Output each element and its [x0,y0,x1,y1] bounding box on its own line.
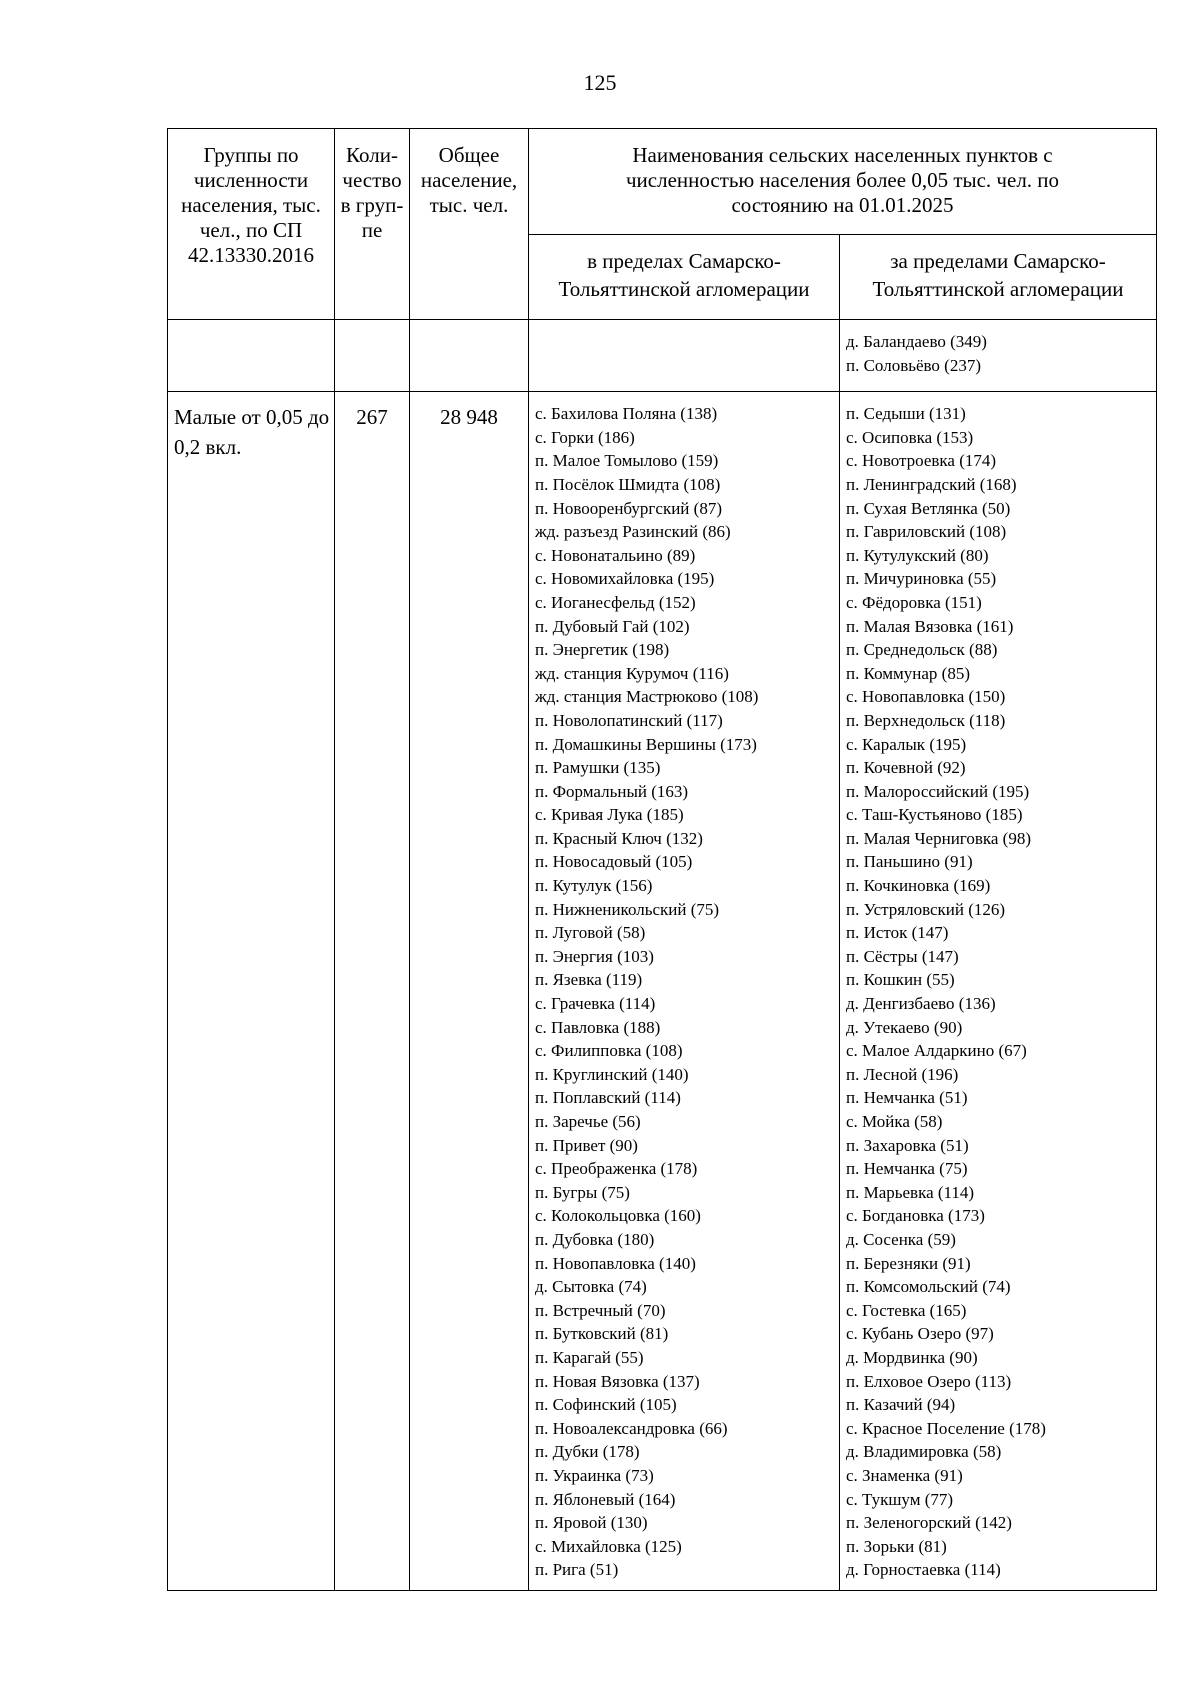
list-item: п. Украинка (73) [535,1465,654,1485]
list-item: п. Язевка (119) [535,970,643,990]
header-population: Общее население, тыс. чел. [410,129,529,320]
list-item: п. Новопавловка (140) [535,1253,696,1273]
list-item: с. Красное Поселение (178) [846,1418,1046,1438]
list-item: с. Преображенка (178) [535,1159,698,1179]
list-item: с. Малое Алдаркино (67) [846,1041,1027,1061]
list-item: п. Новолопатинский (117) [535,710,723,730]
list-item: д. Мордвинка (90) [846,1347,978,1367]
header-inside: в пределах Самарско-Тольяттинской агломерации [529,235,840,320]
list-item: с. Гостевка (165) [846,1300,967,1320]
list-item: с. Новомихайловка (195) [535,569,715,589]
list-item: с. Тукшум (77) [846,1489,954,1509]
list-item: п. Новая Вязовка (137) [535,1371,700,1391]
list-item: п. Кочевной (92) [846,758,966,778]
list-item: с. Богдановка (173) [846,1206,985,1226]
list-item: п. Немчанка (51) [846,1088,968,1108]
list-item: п. Коммунар (85) [846,663,970,683]
list-item: п. Малая Вязовка (161) [846,616,1014,636]
list-item: п. Круглинский (140) [535,1064,689,1084]
header-outside: за пределами Самарско-Тольяттинской агломерации [840,235,1157,320]
header-count: Количество в группе [335,129,410,320]
header-group: Группы по численности населения, тыс. чел., по СП 42.13330.2016 [168,129,335,320]
list-item: с. Фёдоровка (151) [846,592,982,612]
list-item: п. Рига (51) [535,1560,619,1580]
list-item: п. Казачий (94) [846,1395,956,1415]
list-item: п. Верхнедольск (118) [846,710,1006,730]
list-item: п. Устряловский (126) [846,899,1006,919]
list-item: с. Колокольцовка (160) [535,1206,701,1226]
page-number: 125 [583,70,617,95]
list-item: п. Зеленогорский (142) [846,1513,1012,1533]
list-item: с. Грачевка (114) [535,994,656,1014]
list-item: п. Кутулук (156) [535,876,653,896]
list-item: п. Дубовый Гай (102) [535,616,690,636]
list-item: с. Михайловка (125) [535,1536,682,1556]
list-item: п. Комсомольский (74) [846,1277,1011,1297]
list-item: п. Дубки (178) [535,1442,640,1462]
list-item: п. Яровой (130) [535,1513,648,1533]
list-item: п. Бугры (75) [535,1182,630,1202]
list-item: п. Софинский (105) [535,1395,677,1415]
list-item: п. Новоалександровка (66) [535,1418,728,1438]
group-count: 267 [335,392,410,1591]
list-item: с. Новонатальино (89) [535,545,696,565]
list-item: с. Кубань Озеро (97) [846,1324,994,1344]
list-item: п. Зорьки (81) [846,1536,947,1556]
list-item: с. Горки (186) [535,427,635,447]
header-names: Наименования сельских населенных пунктов с численностью населения более 0,05 тыс. чел. по состоянию на 01.01.2025 [529,129,1157,235]
list-item: с. Павловка (188) [535,1017,661,1037]
list-item: п. Малая Черниговка (98) [846,828,1031,848]
list-item: п. Кошкин (55) [846,970,955,990]
list-item: п. Луговой (58) [535,923,646,943]
list-item: д. Владимировка (58) [846,1442,1002,1462]
list-item: п. Бутковский (81) [535,1324,669,1344]
list-item: п. Сёстры (147) [846,946,959,966]
list-item: п. Нижненикольский (75) [535,899,720,919]
group-label: Малые от 0,05 до 0,2 вкл. [168,392,335,1591]
outside-list [840,392,1157,1591]
list-item: п. Новосадовый (105) [535,852,693,872]
list-item: п. Дубовка (180) [535,1229,655,1249]
list-item: д. Сытовка (74) [535,1277,647,1297]
list-item: п. Елховое Озеро (113) [846,1371,1012,1391]
continuation-outside-cell [840,320,1157,392]
list-item: п. Домашкины Вершины (173) [535,734,757,754]
list-item: п. Мичуриновка (55) [846,569,997,589]
continuation-group-cell [168,320,335,392]
list-item: д. Денгизбаево (136) [846,994,996,1014]
list-item: п. Марьевка (114) [846,1182,975,1202]
list-item: жд. станция Мастрюково (108) [535,687,759,707]
list-item: п. Малое Томылово (159) [535,451,719,471]
list-item: п. Новооренбургский (87) [535,498,722,518]
list-item: п. Карагай (55) [535,1347,644,1367]
list-item: с. Иоганесфельд (152) [535,592,696,612]
list-item: д. Горностаевка (114) [846,1560,1001,1580]
header-row-1 [168,129,1157,235]
list-item: п. Малороссийский (195) [846,781,1030,801]
list-item: п. Лесной (196) [846,1064,959,1084]
list-item: с. Знаменка (91) [846,1465,963,1485]
list-item: д. Утекаево (90) [846,1017,963,1037]
list-item: п. Соловьёво (237) [846,355,982,375]
list-item: п. Рамушки (135) [535,758,661,778]
list-item: п. Немчанка (75) [846,1159,968,1179]
list-item: с. Мойка (58) [846,1112,943,1131]
list-item: п. Формальный (163) [535,781,689,801]
list-item: п. Красный Ключ (132) [535,828,703,848]
list-item: п. Энергетик (198) [535,640,670,660]
list-item: д. Сосенка (59) [846,1229,956,1249]
inside-list [529,392,840,1591]
list-item: п. Энергия (103) [535,946,654,966]
list-item: с. Бахилова Поляна (138) [535,404,718,424]
list-item: п. Поплавский (114) [535,1088,681,1108]
settlements-table [167,128,1157,1591]
list-item: п. Привет (90) [535,1135,638,1155]
list-item: с. Кривая Лука (185) [535,805,684,825]
list-item: п. Захаровка (51) [846,1135,969,1155]
list-item: д. Баландаево (349) [846,332,987,351]
list-item: п. Ленинградский (168) [846,474,1017,494]
continuation-population-cell [410,320,529,392]
list-item: п. Встречный (70) [535,1300,666,1320]
list-item: п. Кутулукский (80) [846,545,989,565]
list-item: п. Посёлок Шмидта (108) [535,474,721,494]
list-item: п. Заречье (56) [535,1112,641,1131]
list-item: с. Новопавловка (150) [846,687,1006,707]
list-item: п. Яблоневый (164) [535,1489,676,1509]
list-item: п. Сухая Ветлянка (50) [846,498,1011,518]
continuation-row [168,320,1157,392]
continuation-count-cell [335,320,410,392]
list-item: п. Березняки (91) [846,1253,971,1273]
list-item: п. Среднедольск (88) [846,640,998,660]
list-item: п. Исток (147) [846,923,949,943]
list-item: п. Паньшино (91) [846,852,973,872]
list-item: п. Седыши (131) [846,404,966,424]
list-item: с. Филипповка (108) [535,1041,683,1061]
small-group-row [168,392,1157,1591]
list-item: с. Таш-Кустьяново (185) [846,805,1023,825]
list-item: жд. разъезд Разинский (86) [535,522,731,542]
list-item: с. Новотроевка (174) [846,451,997,471]
continuation-inside-cell [529,320,840,392]
list-item: с. Каралык (195) [846,734,967,754]
list-item: п. Гавриловский (108) [846,522,1007,542]
list-item: жд. станция Курумоч (116) [535,663,729,683]
group-population: 28 948 [410,392,529,1591]
list-item: с. Осиповка (153) [846,427,974,447]
list-item: п. Кочкиновка (169) [846,876,991,896]
